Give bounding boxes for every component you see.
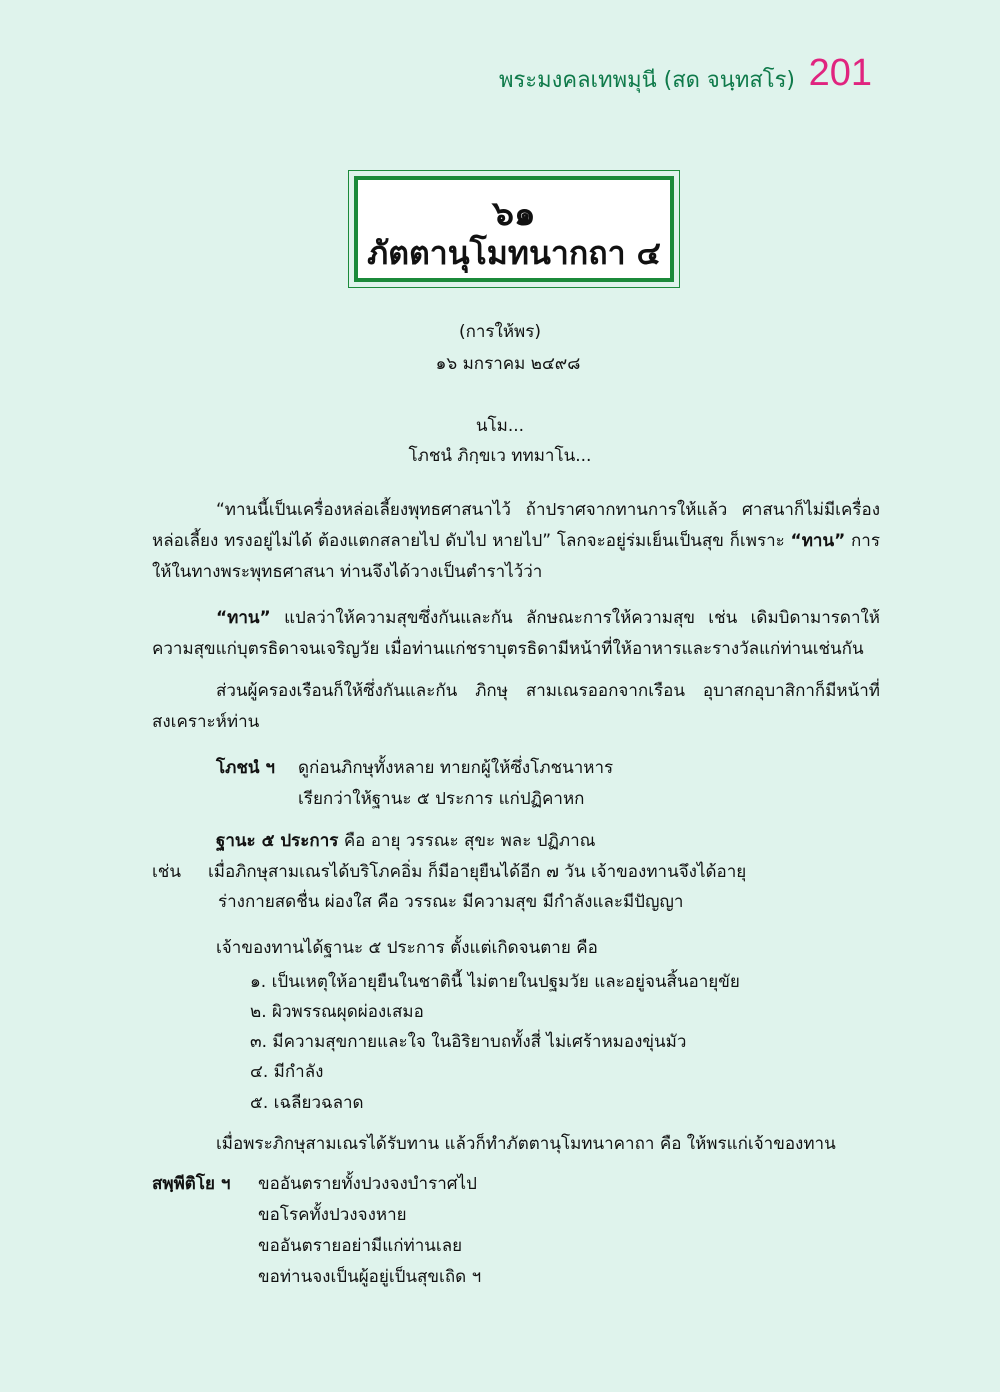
paragraph-3 bbox=[152, 676, 880, 738]
benefit-item-4: ๔. มีกำลัง bbox=[250, 1062, 324, 1082]
benefits-intro: เจ้าของทานได้ฐานะ ๕ ประการ ตั้งแต่เกิดจนตาย คือ bbox=[216, 938, 598, 958]
blessing-line-2: ขอโรคทั้งปวงจงหาย bbox=[258, 1205, 407, 1225]
blessing-label-text: สพฺพีติโย ฯ bbox=[152, 1174, 231, 1194]
invocation-line-2: โภชนํ ภิกฺขเว ททมาโน... bbox=[408, 446, 592, 466]
chapter-title-box bbox=[348, 170, 680, 288]
benefit-item-2: ๒. ผิวพรรณผุดผ่องเสมอ bbox=[250, 1002, 424, 1022]
benefit-item-1: ๑. เป็นเหตุให้อายุยืนในชาตินี้ ไม่ตายในปฐมวัย และอยู่จนสิ้นอายุขัย bbox=[250, 972, 740, 992]
blessing-line-4: ขอท่านจงเป็นผู้อยู่เป็นสุขเถิด ฯ bbox=[258, 1267, 482, 1287]
page-number: 201 bbox=[808, 52, 872, 94]
paragraph-1 bbox=[152, 495, 880, 588]
bhojana-label bbox=[216, 754, 275, 781]
paragraph-2-bold: “ทาน” bbox=[216, 608, 271, 628]
paragraph-2-text: แปลว่าให้ความสุขซึ่งกันและกัน ลักษณะการให้ความสุข เช่น เดิมบิดามารดาให้ความสุขแก่บุตรธิดาจนเจริญวัย เมื่อท่านแก่ชราบุตรธิดามีหน้าที่ให้อาหารและรางวัลแก่ท่านเช่นกัน bbox=[152, 608, 881, 659]
bhojana-label-text: โภชนํ ฯ bbox=[216, 758, 275, 778]
closing-paragraph: เมื่อพระภิกษุสามเณรได้รับทาน แล้วก็ทำภัตตานุโมทนาคาถา คือ ให้พรแก่เจ้าของทาน bbox=[216, 1134, 836, 1154]
chapter-title-inner bbox=[354, 176, 674, 282]
thana-label: ฐานะ ๕ ประการ bbox=[216, 831, 339, 851]
bhojana-line-2: เรียกว่าให้ฐานะ ๕ ประการ แก่ปฏิคาหก bbox=[298, 789, 585, 809]
paragraph-1-text: “ทานนี้เป็นเครื่องหล่อเลี้ยงพุทธศาสนาไว้ ถ้าปราศจากทานการให้แล้ว ศาสนาก็ไม่มีเครื่องหล่อเลี้ยง ทรงอยู่ไม่ได้ ต้องแตกสลายไป ดับไป หายไป” โลกจะอยู่ร่มเย็นเป็นสุข ก็เพราะ bbox=[152, 500, 880, 551]
benefit-item-5: ๕. เฉลียวฉลาด bbox=[250, 1093, 364, 1113]
chapter-number: ๖๑ bbox=[492, 194, 536, 234]
subtitle: (การให้พร) bbox=[458, 322, 542, 342]
thana-line bbox=[216, 827, 595, 854]
thana-example-label: เช่น bbox=[152, 862, 181, 882]
bhojana-line-1: ดูก่อนภิกษุทั้งหลาย ทายกผู้ให้ซึ่งโภชนาหาร bbox=[298, 758, 614, 778]
blessing-label bbox=[152, 1170, 230, 1197]
chapter-title: ภัตตานุโมทนากถา ๔ bbox=[367, 234, 661, 272]
thana-text: คือ อายุ วรรณะ สุขะ พละ ปฏิภาณ bbox=[343, 831, 596, 851]
thana-example-line-1: เมื่อภิกษุสามเณรได้บริโภคอิ่ม ก็มีอายุยืนได้อีก ๗ วัน เจ้าของทานจึงได้อายุ bbox=[208, 862, 747, 882]
running-header-title: พระมงคลเทพมุนี (สด จนฺทสโร) bbox=[498, 68, 795, 93]
thana-example-line-2: ร่างกายสดชื่น ผ่องใส คือ วรรณะ มีความสุข มีกำลังและมีปัญญา bbox=[218, 892, 684, 912]
benefit-item-3: ๓. มีความสุขกายและใจ ในอิริยาบถทั้งสี่ ไม่เศร้าหมองขุ่นมัว bbox=[250, 1032, 687, 1052]
blessing-line-3: ขออันตรายอย่ามีแก่ท่านเลย bbox=[258, 1236, 463, 1256]
paragraph-3-text: ส่วนผู้ครองเรือนก็ให้ซึ่งกันและกัน ภิกษุ สามเณรออกจากเรือน อุบาสกอุบาสิกาก็มีหน้าที่สงเคราะห์ท่าน bbox=[152, 681, 880, 732]
paragraph-1-bold: “ทาน” bbox=[790, 531, 846, 551]
blessing-line-1: ขออันตรายทั้งปวงจงบำราศไป bbox=[258, 1174, 477, 1194]
date: ๑๖ มกราคม ๒๔๙๘ bbox=[435, 354, 581, 374]
invocation-line-1: นโม... bbox=[475, 416, 525, 436]
paragraph-2 bbox=[152, 603, 880, 665]
paragraph-1-end: การให้ในทางพระพุทธศาสนา ท่านจึงได้วางเป็นตำราไว้ว่า bbox=[152, 531, 880, 582]
